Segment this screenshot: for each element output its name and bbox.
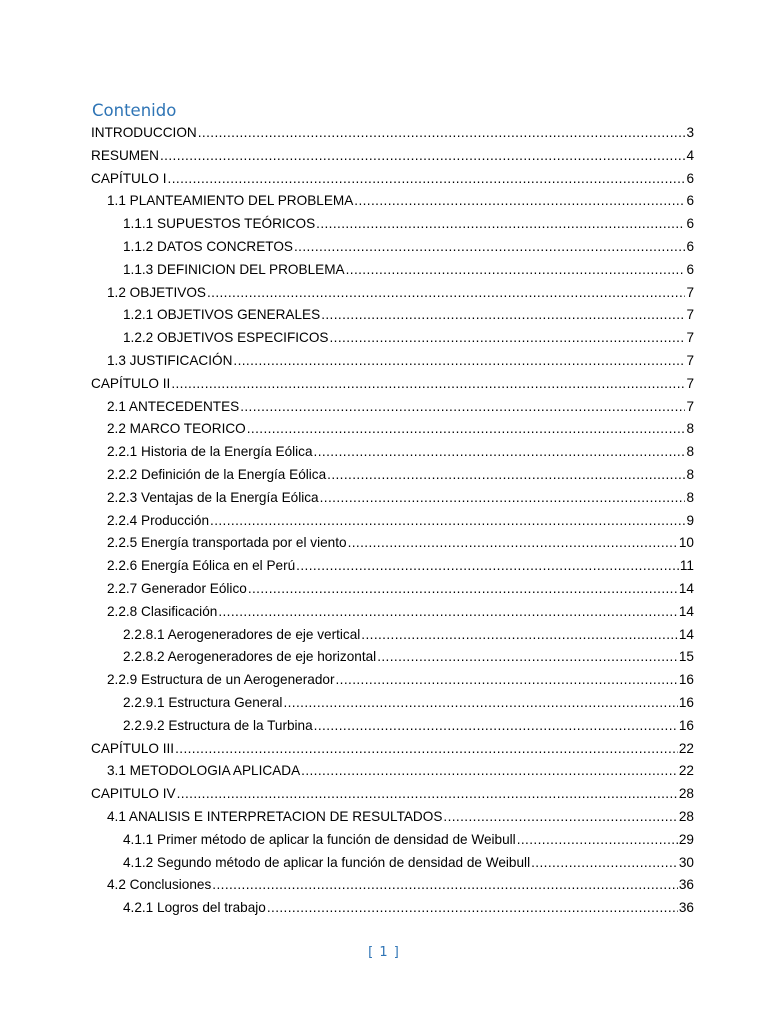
toc-entry-title: 2.2.6 Energía Eólica en el Perú — [107, 558, 296, 574]
toc-entry[interactable] — [0, 852, 768, 875]
dot-leader — [233, 350, 685, 373]
dot-leader — [443, 806, 677, 829]
toc-entry-title: CAPÍTULO I — [91, 170, 167, 186]
toc-entry-title: 2.2.3 Ventajas de la Energía Eólica — [107, 489, 319, 505]
toc-entry-page: 8 — [686, 489, 694, 505]
toc-entry-page: 22 — [678, 763, 694, 779]
dot-leader — [207, 282, 685, 305]
toc-entry-title: CAPITULO IV — [91, 786, 176, 802]
dot-leader — [218, 601, 678, 624]
dot-leader — [210, 510, 685, 533]
dot-leader — [354, 190, 685, 213]
toc-entry-title: 1.1 PLANTEAMIENTO DEL PROBLEMA — [107, 193, 354, 209]
toc-entry-page: 29 — [678, 831, 694, 847]
toc-entry[interactable] — [0, 373, 768, 396]
toc-entry-title: 2.2.2 Definición de la Energía Eólica — [107, 466, 327, 482]
toc-entry[interactable] — [0, 532, 768, 555]
toc-entry[interactable] — [0, 738, 768, 761]
toc-entry[interactable] — [0, 783, 768, 806]
toc-entry[interactable] — [0, 259, 768, 282]
toc-entry-title: 4.2 Conclusiones — [107, 877, 212, 893]
toc-entry-title: 1.2 OBJETIVOS — [107, 284, 206, 300]
toc-entry-page: 10 — [678, 535, 694, 551]
toc-entry[interactable] — [0, 555, 768, 578]
dot-leader — [316, 213, 685, 236]
toc-entry-title: INTRODUCCION — [91, 125, 197, 140]
toc-entry-title: 4.2.1 Logros del trabajo — [123, 900, 266, 916]
dot-leader — [240, 396, 685, 419]
toc-entry-title: 2.2.9.2 Estructura de la Turbina — [123, 717, 313, 733]
toc-entry-page: 6 — [686, 261, 694, 277]
toc-entry-title: 2.2.7 Generador Eólico — [107, 580, 247, 596]
dot-leader — [198, 122, 686, 145]
toc-entry-title: 2.2.5 Energía transportada por el viento — [107, 535, 347, 551]
toc-entry-page: 28 — [678, 786, 694, 802]
toc-entry[interactable] — [0, 601, 768, 624]
toc-entry-page: 8 — [686, 421, 694, 437]
toc-entry[interactable] — [0, 213, 768, 236]
dot-leader — [212, 874, 678, 897]
toc-entry[interactable] — [0, 510, 768, 533]
toc-entry-page: 15 — [678, 649, 694, 665]
toc-entry-title: 2.2.1 Historia de la Energía Eólica — [107, 444, 313, 460]
toc-entry-page: 30 — [678, 854, 694, 870]
toc-entry-page: 4 — [686, 147, 694, 163]
toc-entry-page: 7 — [686, 307, 694, 323]
toc-entry-page: 16 — [678, 672, 694, 688]
toc-entry-title: 2.2.9 Estructura de un Aerogenerador — [107, 672, 335, 688]
toc-entry-page: 28 — [678, 808, 694, 824]
toc-entry-page: 14 — [678, 603, 694, 619]
toc-entry[interactable] — [0, 464, 768, 487]
toc-entry[interactable] — [0, 897, 768, 920]
toc-entry-page: 6 — [686, 193, 694, 209]
toc-entry-title: 1.2.2 OBJETIVOS ESPECIFICOS — [123, 330, 329, 346]
toc-entry-title: RESUMEN — [91, 147, 159, 163]
dot-leader — [160, 145, 685, 168]
toc-entry-title: 2.2.8 Clasificación — [107, 603, 218, 619]
toc-entry-page: 16 — [678, 694, 694, 710]
toc-entry-title: 1.1.2 DATOS CONCRETOS — [123, 238, 293, 254]
toc-entry-page: 6 — [686, 170, 694, 186]
toc-entry[interactable] — [0, 282, 768, 305]
toc-entry[interactable] — [0, 418, 768, 441]
dot-leader — [321, 304, 685, 327]
dot-leader — [348, 532, 678, 555]
dot-leader — [168, 168, 686, 191]
toc-entry-title: 2.2.8.2 Aerogeneradores de eje horizontal — [123, 649, 377, 665]
toc-entry-page: 16 — [678, 717, 694, 733]
toc-entry-page: 22 — [678, 740, 694, 756]
toc-entry-title: 4.1 ANALISIS E INTERPRETACION DE RESULTADOS — [107, 808, 443, 824]
dot-leader — [320, 487, 686, 510]
toc-entry-title: 4.1.2 Segundo método de aplicar la función de densidad de Weibull — [123, 854, 531, 870]
toc-entry-title: 2.2.9.1 Estructura General — [123, 694, 283, 710]
toc-entry-title: 1.1.1 SUPUESTOS TEÓRICOS — [123, 216, 316, 232]
toc-entry-page: 36 — [678, 877, 694, 893]
toc-entry[interactable] — [0, 829, 768, 852]
toc-entry-title: 3.1 METODOLOGIA APLICADA — [107, 763, 301, 779]
dot-leader — [335, 669, 677, 692]
toc-entry[interactable] — [0, 441, 768, 464]
toc-entry-page: 7 — [686, 352, 694, 368]
toc-entry-title: 2.1 ANTECEDENTES — [107, 398, 240, 414]
toc-entry[interactable] — [0, 350, 768, 373]
toc-entry-page: 14 — [678, 626, 694, 642]
toc-entry-title: 1.1.3 DEFINICION DEL PROBLEMA — [123, 261, 345, 277]
toc-entry-page: 11 — [679, 558, 694, 574]
toc-entry-title: 1.2.1 OBJETIVOS GENERALES — [123, 307, 321, 323]
toc-entry[interactable] — [0, 168, 768, 191]
toc-entry[interactable] — [0, 715, 768, 738]
toc-entry[interactable] — [0, 327, 768, 350]
toc-entry-title: 2.2.8.1 Aerogeneradores de eje vertical — [123, 626, 361, 642]
toc-entry-title: 2.2.4 Producción — [107, 512, 210, 528]
toc-entry[interactable] — [0, 760, 768, 783]
toc-entry-title: CAPÍTULO III — [91, 740, 175, 756]
table-of-contents — [0, 122, 768, 920]
toc-entry-page: 36 — [678, 900, 694, 916]
toc-entry[interactable] — [0, 236, 768, 259]
dot-leader — [247, 418, 686, 441]
dot-leader — [177, 783, 678, 806]
dot-leader — [327, 464, 685, 487]
dot-leader — [294, 236, 685, 259]
dot-leader — [267, 897, 678, 920]
dot-leader — [175, 738, 678, 761]
toc-entry[interactable] — [0, 396, 768, 419]
toc-entry[interactable] — [0, 646, 768, 669]
dot-leader — [377, 646, 678, 669]
toc-heading: Contenido — [92, 101, 177, 120]
dot-leader — [171, 373, 685, 396]
toc-entry-page: 8 — [686, 466, 694, 482]
toc-entry[interactable] — [0, 190, 768, 213]
toc-entry-title: 2.2 MARCO TEORICO — [107, 421, 246, 437]
dot-leader — [517, 829, 678, 852]
dot-leader — [296, 555, 679, 578]
toc-entry[interactable] — [0, 669, 768, 692]
dot-leader — [361, 624, 678, 647]
dot-leader — [314, 715, 678, 738]
toc-entry-page: 7 — [686, 398, 694, 414]
dot-leader — [283, 692, 677, 715]
toc-entry[interactable] — [0, 806, 768, 829]
toc-entry-page: 7 — [686, 375, 694, 391]
dot-leader — [329, 327, 685, 350]
dot-leader — [531, 852, 678, 875]
toc-entry-page: 9 — [686, 512, 694, 528]
toc-entry[interactable] — [0, 304, 768, 327]
toc-entry-page: 6 — [686, 238, 694, 254]
dot-leader — [248, 578, 678, 601]
toc-entry-page: 14 — [678, 580, 694, 596]
toc-entry[interactable] — [0, 692, 768, 715]
page-number: [ 1 ] — [368, 945, 400, 960]
dot-leader — [346, 259, 686, 282]
toc-entry[interactable] — [0, 874, 768, 897]
dot-leader — [301, 760, 678, 783]
toc-entry-page: 3 — [686, 125, 694, 140]
dot-leader — [314, 441, 686, 464]
toc-entry[interactable] — [0, 122, 768, 145]
toc-entry[interactable] — [0, 487, 768, 510]
toc-entry-page: 7 — [686, 284, 694, 300]
toc-entry[interactable] — [0, 624, 768, 647]
toc-entry-page: 7 — [686, 330, 694, 346]
toc-entry-title: 4.1.1 Primer método de aplicar la función de densidad de Weibull — [123, 831, 516, 847]
toc-entry-page: 6 — [686, 216, 694, 232]
toc-entry-page: 8 — [686, 444, 694, 460]
toc-entry-title: CAPÍTULO II — [91, 375, 171, 391]
toc-entry[interactable] — [0, 145, 768, 168]
toc-entry-title: 1.3 JUSTIFICACIÓN — [107, 352, 233, 368]
toc-entry[interactable] — [0, 578, 768, 601]
